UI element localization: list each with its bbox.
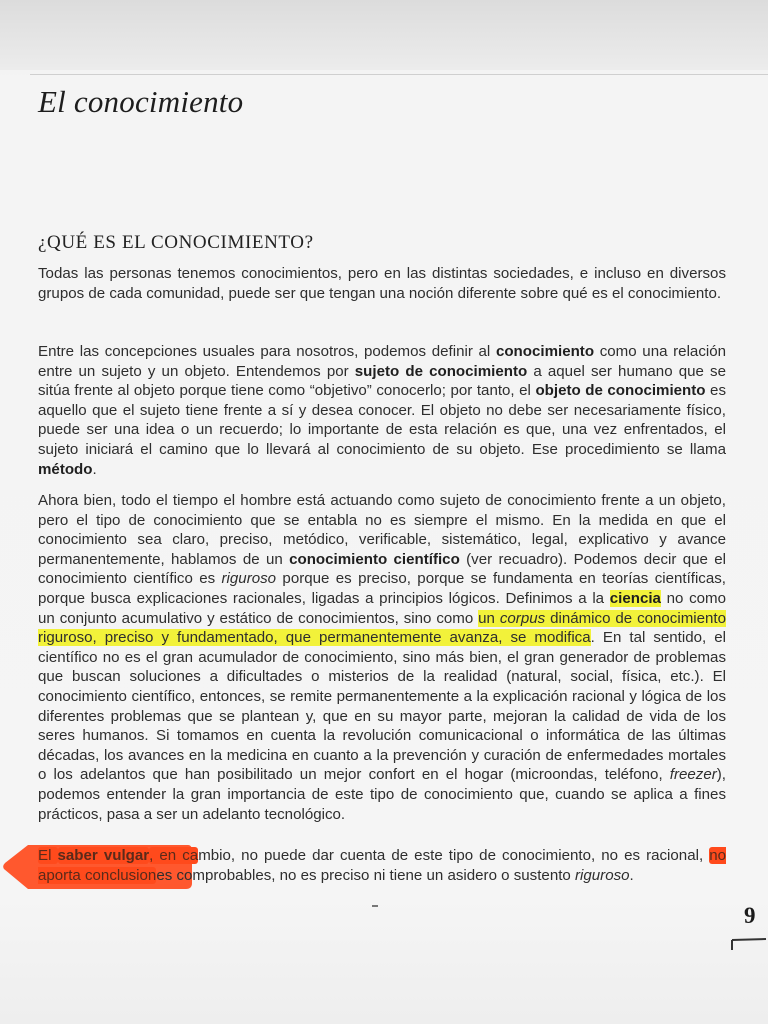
paragraph-intro: [38, 264, 726, 303]
text-run: Todas las personas tenemos conocimientos, pero en las distintas sociedades, e incluso en diversos grupos de cada comunidad, puede ser que tengan una noción diferente sobre qué es el conocimiento.: [38, 265, 726, 302]
highlighted-text-yellow: un: [478, 609, 500, 627]
paragraph-definition: [38, 342, 726, 479]
text-run: ), podemos entender la gran importancia de este tipo de conocimiento que, cuando se aplica a fines prácticos, pasa a ser un adelanto tecnológico.: [38, 766, 726, 823]
section-heading: ¿QUÉ ES EL CONOCIMIENTO?: [38, 232, 314, 253]
highlighted-text-red: , en ca: [149, 847, 199, 864]
highlighted-text-yellow: ciencia: [609, 589, 661, 607]
bold-term: sujeto de conocimiento: [354, 362, 528, 380]
highlighted-text-yellow: corpus: [499, 609, 546, 627]
text-run: como una relación entre un sujeto y un objeto. Entendemos por: [38, 343, 727, 380]
page-top-shadow: [0, 0, 768, 70]
text-run: mbio, no puede dar cuenta de este tipo de conocimiento, no es racional,: [198, 847, 710, 864]
highlighted-text-red: no aporta conclusion: [38, 847, 726, 884]
page-number: 9: [744, 903, 756, 928]
italic-term: riguroso: [575, 866, 630, 884]
paragraph-common-knowledge: [38, 846, 726, 885]
italic-term: freezer: [669, 766, 717, 784]
text-run: Ahora bien, todo el tiempo el hombre está actuando como sujeto de conocimiento frente a un objeto, pero el tipo de conocimiento que se entabla no es siempre el mismo. En la medida en que el conocimiento sea claro, preciso, metódico, verificable, sistemático, legal, explicativo y avance permanentemente, hablamos de un: [38, 492, 726, 568]
text-run: .: [629, 866, 634, 884]
page-top-rule: [30, 74, 768, 75]
text-run: .: [92, 460, 97, 478]
italic-term: riguroso: [221, 570, 277, 588]
page-corner-mark: [730, 938, 768, 952]
bold-term: conocimiento: [495, 343, 595, 360]
text-run: es aquello que el sujeto tiene frente a sí y desea conocer. El objeto no debe ser necesariamente físico, puede ser una idea o un recuerdo; lo importante de esta relación es que, una vez enfrentados, el sujeto iniciará el camino que lo llevará al conocimiento de su objeto. Ese procedimiento se llama: [38, 382, 726, 458]
bold-term: conocimiento científico: [289, 550, 460, 568]
text-run: (ver recuadro). Podemos decir que el conocimiento científico es: [38, 550, 727, 588]
stray-ink-mark: [372, 905, 378, 907]
bold-term: método: [38, 460, 93, 478]
text-run: no como un conjunto acumulativo y estático de conocimientos, sino como: [38, 589, 726, 627]
chapter-title: El conocimiento: [38, 84, 244, 119]
paragraph-scientific-knowledge: [38, 491, 726, 824]
text-run: . En tal sentido, el científico no es el gran acumulador de conocimiento, sino más bien, el gran generador de problemas que buscan soluciones a dificultades o misterios de la realidad (natural, social, física, etc.). El conocimiento científico, entonces, se remite permanentemente a la explicación racional y lógica de los diferentes problemas que se plantean y, que en su mayor parte, mejoran la calidad de vida de los seres humanos. Si tomamos en cuenta la revolución comunicacional o informática de las últimas décadas, los avances en la medicina en cuanto a la prevención y curación de enfermedades mortales o los adelantos que han posibilitado un mejor confort en el hogar (microondas, teléfono,: [38, 629, 726, 784]
bold-term: objeto de conocimiento: [535, 382, 706, 400]
text-run: Entre las concepciones usuales para nosotros, podemos definir al: [38, 343, 496, 360]
highlighted-text-red: El: [38, 847, 58, 864]
text-run: es comprobables, no es preciso ni tiene un asidero o sustento: [156, 866, 575, 884]
highlighted-text-red: saber vulgar: [57, 847, 150, 864]
text-run: porque es preciso, porque se fundamenta en teorías científicas, porque busca explicaciones racionales, ligadas a principios lógicos. Definimos a la: [38, 570, 726, 607]
text-run: a aquel ser humano que se sitúa frente al objeto porque tiene como “objetivo” conocerlo; por tanto, el: [38, 362, 726, 400]
highlighted-text-yellow: dinámico de conocimiento riguroso, preciso y fundamentado, que permanentemente avanza, se modifica: [38, 609, 727, 647]
